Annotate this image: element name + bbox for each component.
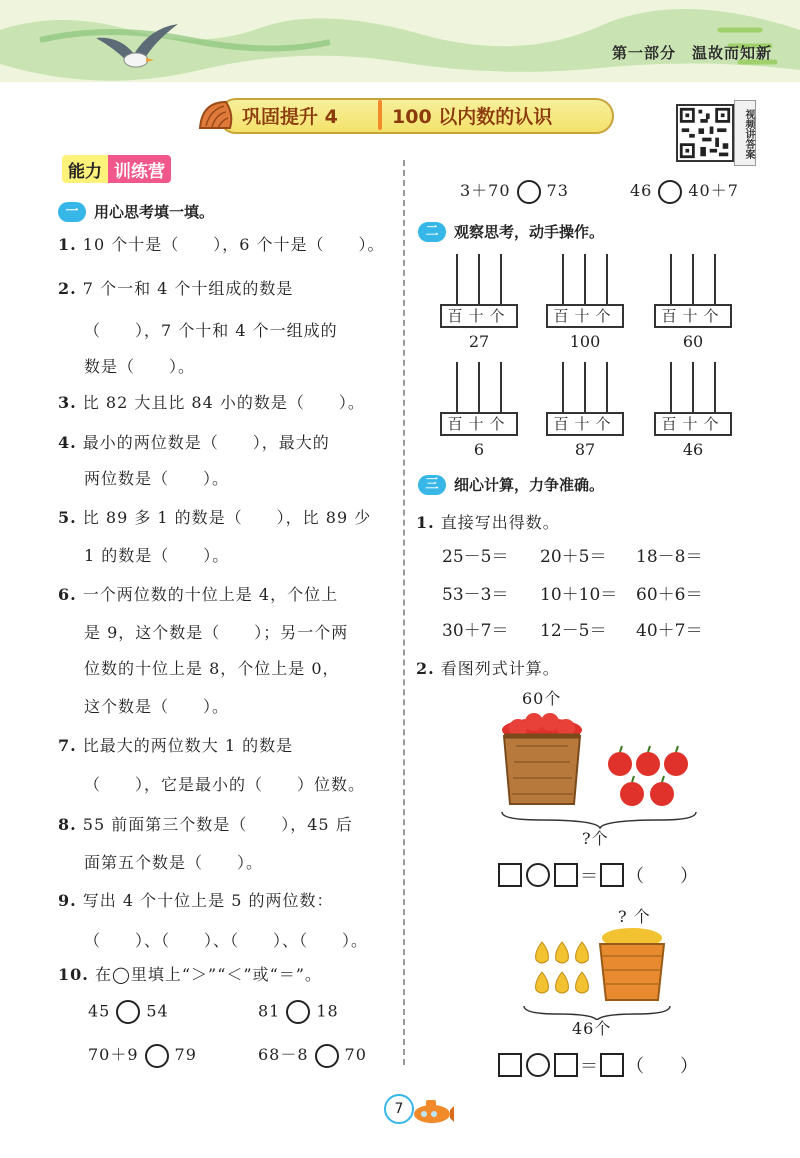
section1-number: 一 — [58, 202, 86, 222]
question-text: 比最大的两位数大 1 的数是 — [82, 736, 294, 755]
calc-item[interactable]: 12－5＝ — [540, 621, 607, 641]
abacus-rod — [714, 362, 716, 414]
compare-left: 81 — [258, 1001, 281, 1021]
apple-basket-icon — [502, 713, 582, 804]
abacus-rod — [584, 254, 586, 306]
answer-box[interactable] — [600, 1053, 624, 1077]
abacus-frame-label: 百十个 — [654, 412, 732, 436]
lesson-title: 巩固提升 4 — [242, 106, 338, 128]
question-text: （ ）、（ ）、（ ）、（ ）。 — [84, 931, 369, 950]
badge-right: 训练营 — [108, 155, 171, 183]
item1-number: 1. — [416, 513, 435, 532]
question-text: 一个两位数的十位上是 4，个位上 — [82, 585, 339, 604]
question-text: 比 89 多 1 的数是（ ），比 89 少 — [82, 508, 372, 527]
abacus-value: 46 — [682, 440, 704, 459]
answer-box[interactable] — [498, 863, 522, 887]
pears-picture — [522, 926, 672, 1020]
compare-right: 40＋7 — [688, 181, 739, 200]
abacus-rod — [692, 254, 694, 306]
badge-left: 能力 — [62, 155, 108, 183]
item1-title: 直接写出得数。 — [440, 513, 560, 532]
abacus[interactable] — [440, 362, 518, 442]
item2-number: 2. — [416, 659, 435, 678]
compare-circle[interactable] — [286, 1000, 310, 1024]
question-text: 两位数是（ ）。 — [84, 469, 230, 488]
loose-pears-icon — [536, 942, 589, 993]
question-6-line-3 — [84, 656, 340, 679]
compare-left: 46 — [630, 181, 653, 200]
abacus-rod — [456, 254, 458, 306]
abacus-rod — [606, 254, 608, 306]
abacus[interactable] — [546, 362, 624, 442]
loose-apples-icon — [608, 746, 688, 806]
qr-code-icon[interactable] — [676, 104, 734, 162]
answer-box[interactable] — [554, 1053, 578, 1077]
question-number: 7. — [58, 736, 77, 755]
abacus[interactable] — [546, 254, 624, 334]
part-label: 第一部分 温故而知新 — [612, 44, 773, 62]
question-number: 2. — [58, 279, 77, 298]
abacus-value: 6 — [473, 440, 485, 459]
abacus-value: 100 — [569, 332, 601, 351]
abacus-value: 27 — [468, 332, 490, 351]
compare-item — [258, 1042, 367, 1068]
qr-side-label: 视频讲答案 — [734, 100, 756, 166]
question-number: 1. — [58, 235, 77, 254]
page-number: 7 — [384, 1094, 414, 1124]
column-divider — [403, 160, 405, 1065]
question-number: 3. — [58, 393, 77, 412]
abacus-rod — [606, 362, 608, 414]
compare-left: 68－8 — [258, 1045, 309, 1064]
compare-item — [88, 1042, 197, 1068]
question-text: （ ），它是最小的（ ）位数。 — [84, 775, 366, 794]
pic2-bottom-label: 46个 — [572, 1019, 612, 1038]
compare-circle[interactable] — [517, 180, 541, 204]
compare-item — [258, 1000, 339, 1024]
ability-badge — [62, 155, 171, 183]
ribbon-separator — [378, 100, 382, 130]
section2-title: 观察思考，动手操作。 — [454, 223, 605, 241]
unit-paren[interactable]: （ ） — [626, 866, 698, 887]
section2-heading — [418, 221, 604, 242]
compare-right: 79 — [174, 1045, 197, 1064]
question-text: 在◯里填上“＞”“＜”或“＝”。 — [94, 965, 322, 984]
question-text: 面第五个数是（ ）。 — [84, 853, 264, 872]
section2-number: 二 — [418, 222, 446, 242]
section3-number: 三 — [418, 475, 446, 495]
abacus-frame-label: 百十个 — [440, 304, 518, 328]
compare-item — [460, 178, 569, 204]
compare-left: 70＋9 — [88, 1045, 139, 1064]
equals-sign: ＝ — [580, 1056, 598, 1077]
lesson-topic: 100 以内数的认识 — [392, 106, 553, 128]
question-text: 是 9，这个数是（ ）；另一个两 — [84, 623, 349, 642]
unit-paren[interactable]: （ ） — [626, 1056, 698, 1077]
question-text: 这个数是（ ）。 — [84, 697, 230, 716]
calc-item[interactable]: 53－3＝ — [442, 585, 509, 605]
abacus-rod — [478, 362, 480, 414]
pic1-top-label: 60个 — [522, 689, 562, 708]
lesson-title-ribbon — [196, 96, 616, 136]
submarine-icon — [410, 1096, 454, 1126]
abacus[interactable] — [654, 362, 732, 442]
question-6-line-4 — [84, 694, 229, 717]
compare-circle[interactable] — [658, 180, 682, 204]
question-number: 10. — [58, 965, 89, 984]
question-3-line-1 — [58, 390, 365, 413]
question-4-line-1 — [58, 430, 330, 453]
calc-item[interactable]: 60＋6＝ — [636, 585, 703, 605]
answer-box[interactable] — [600, 863, 624, 887]
question-text: 数是（ ）。 — [84, 357, 196, 376]
compare-circle[interactable] — [116, 1000, 140, 1024]
operator-circle[interactable] — [526, 863, 550, 887]
question-number: 5. — [58, 508, 77, 527]
question-9-line-1 — [58, 888, 334, 911]
section3-heading — [418, 474, 604, 495]
question-text: 位数的十位上是 8，个位上是 0， — [84, 659, 340, 678]
abacus-frame-label: 百十个 — [546, 304, 624, 328]
question-2-line-1 — [58, 276, 293, 299]
pic2-top-label: ? 个 — [618, 907, 651, 926]
abacus-rod — [584, 362, 586, 414]
question-text: 10 个十是（ ），6 个十是（ ）。 — [82, 235, 385, 254]
abacus-rod — [670, 254, 672, 306]
compare-left: 45 — [88, 1001, 111, 1021]
question-6-line-2 — [84, 620, 348, 643]
question-2-line-3 — [84, 354, 195, 377]
section3-item2 — [416, 656, 560, 679]
abacus-value: 60 — [682, 332, 704, 351]
question-6-line-1 — [58, 582, 338, 605]
question-number: 4. — [58, 433, 77, 452]
compare-right: 73 — [546, 181, 569, 200]
compare-item — [630, 178, 739, 204]
question-text: 7 个一和 4 个十组成的数是 — [82, 279, 294, 298]
abacus-frame-label: 百十个 — [654, 304, 732, 328]
calc-item[interactable]: 30＋7＝ — [442, 621, 509, 641]
operator-circle[interactable] — [526, 1053, 550, 1077]
question-text: 55 前面第三个数是（ ），45 后 — [82, 815, 353, 834]
question-text: 1 的数是（ ）。 — [84, 546, 230, 565]
calc-item[interactable]: 25－5＝ — [442, 547, 509, 567]
section3-item1 — [416, 510, 560, 533]
section3-title: 细心计算，力争准确。 — [454, 476, 605, 494]
calc-item[interactable]: 10＋10＝ — [540, 585, 618, 605]
abacus-rod — [714, 254, 716, 306]
abacus-rod — [500, 362, 502, 414]
question-10-line-1 — [58, 962, 322, 985]
shell-icon — [196, 96, 236, 136]
abacus-frame-label: 百十个 — [546, 412, 624, 436]
abacus-rod — [670, 362, 672, 414]
question-number: 8. — [58, 815, 77, 834]
calc-item[interactable]: 20＋5＝ — [540, 547, 607, 567]
pear-basket-icon — [600, 928, 664, 1000]
compare-right: 70 — [344, 1045, 367, 1064]
calc-item[interactable]: 40＋7＝ — [636, 621, 703, 641]
compare-item — [88, 1000, 169, 1024]
abacus-frame-label: 百十个 — [440, 412, 518, 436]
abacus-rod — [478, 254, 480, 306]
question-text: （ ），7 个十和 4 个一组成的 — [84, 321, 338, 340]
compare-right: 54 — [146, 1001, 169, 1021]
answer-box[interactable] — [554, 863, 578, 887]
question-9-line-2 — [84, 928, 368, 951]
question-7-line-2 — [84, 772, 365, 795]
abacus-rod — [456, 362, 458, 414]
question-5-line-2 — [84, 543, 229, 566]
abacus-value: 87 — [574, 440, 596, 459]
question-4-line-2 — [84, 466, 229, 489]
pic1-bottom-label: ?个 — [582, 829, 609, 848]
compare-left: 3＋70 — [460, 181, 511, 200]
answer-box[interactable] — [498, 1053, 522, 1077]
question-1-line-1 — [58, 232, 385, 255]
calc-item[interactable]: 18－8＝ — [636, 547, 703, 567]
question-8-line-1 — [58, 812, 353, 835]
abacus[interactable] — [440, 254, 518, 334]
compare-circle[interactable] — [145, 1044, 169, 1068]
question-8-line-2 — [84, 850, 263, 873]
compare-circle[interactable] — [315, 1044, 339, 1068]
question-number: 6. — [58, 585, 77, 604]
question-7-line-1 — [58, 733, 293, 756]
question-text: 最小的两位数是（ ），最大的 — [82, 433, 330, 452]
section1-title: 用心思考填一填。 — [94, 203, 215, 221]
abacus[interactable] — [654, 254, 732, 334]
item2-title: 看图列式计算。 — [440, 659, 560, 678]
apples-picture — [500, 708, 700, 830]
abacus-rod — [692, 362, 694, 414]
abacus-rod — [562, 254, 564, 306]
seagull-icon — [92, 20, 182, 82]
question-text: 比 82 大且比 84 小的数是（ ）。 — [82, 393, 365, 412]
equation-1 — [498, 862, 698, 888]
question-5-line-1 — [58, 505, 371, 528]
abacus-rod — [562, 362, 564, 414]
question-number: 9. — [58, 891, 77, 910]
question-2-line-2 — [84, 318, 338, 341]
abacus-rod — [500, 254, 502, 306]
equation-2 — [498, 1052, 698, 1078]
equals-sign: ＝ — [580, 866, 598, 887]
section1-heading — [58, 201, 214, 222]
question-text: 写出 4 个十位上是 5 的两位数： — [82, 891, 334, 910]
compare-right: 18 — [316, 1001, 339, 1021]
